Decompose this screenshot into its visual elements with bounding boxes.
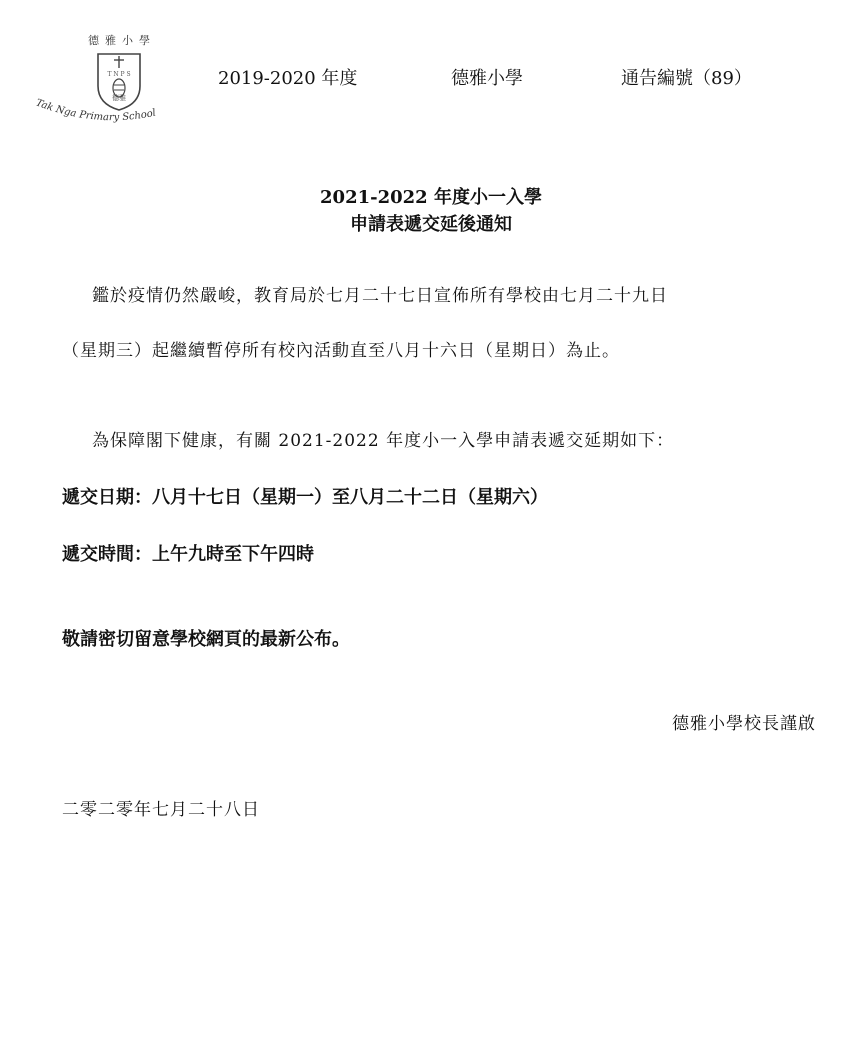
school-logo	[22, 30, 212, 130]
notice-title-line2: 申請表遞交延後通知	[350, 214, 512, 235]
crest-chars: 德雅	[112, 94, 126, 102]
paragraph-1-line-2: （星期三）起繼續暫停所有校內活動直至八月十六日（星期日）為止。	[62, 341, 620, 361]
logo-top-text: 德雅小學	[88, 34, 156, 47]
svg-text:Tak Nga Primary School	[34, 97, 157, 123]
submission-time: 遞交時間：上午九時至下午四時	[62, 544, 314, 565]
submission-date: 遞交日期：八月十七日（星期一）至八月二十二日（星期六）	[62, 487, 548, 508]
notice-title-line1: 2021-2022 年度小一入學	[320, 187, 542, 208]
notice-date: 二零二零年七月二十八日	[62, 800, 260, 820]
header-school-year: 2019-2020 年度	[218, 68, 358, 89]
reminder-text: 敬請密切留意學校網頁的最新公布。	[62, 629, 350, 650]
crest-letters: T N P S	[107, 71, 131, 78]
header-notice-number: 通告編號（89）	[621, 68, 752, 89]
logo-school-name-en: Tak Nga Primary School	[34, 97, 157, 124]
paragraph-1-line-1: 鑑於疫情仍然嚴峻，教育局於七月二十七日宣佈所有學校由七月二十九日	[92, 286, 668, 306]
paragraph-2: 為保障閣下健康，有關 2021-2022 年度小一入學申請表遞交延期如下：	[92, 431, 675, 451]
principal-signature: 德雅小學校長謹啟	[672, 714, 816, 734]
header-school-name: 德雅小學	[451, 68, 523, 89]
school-crest-icon	[22, 30, 212, 130]
